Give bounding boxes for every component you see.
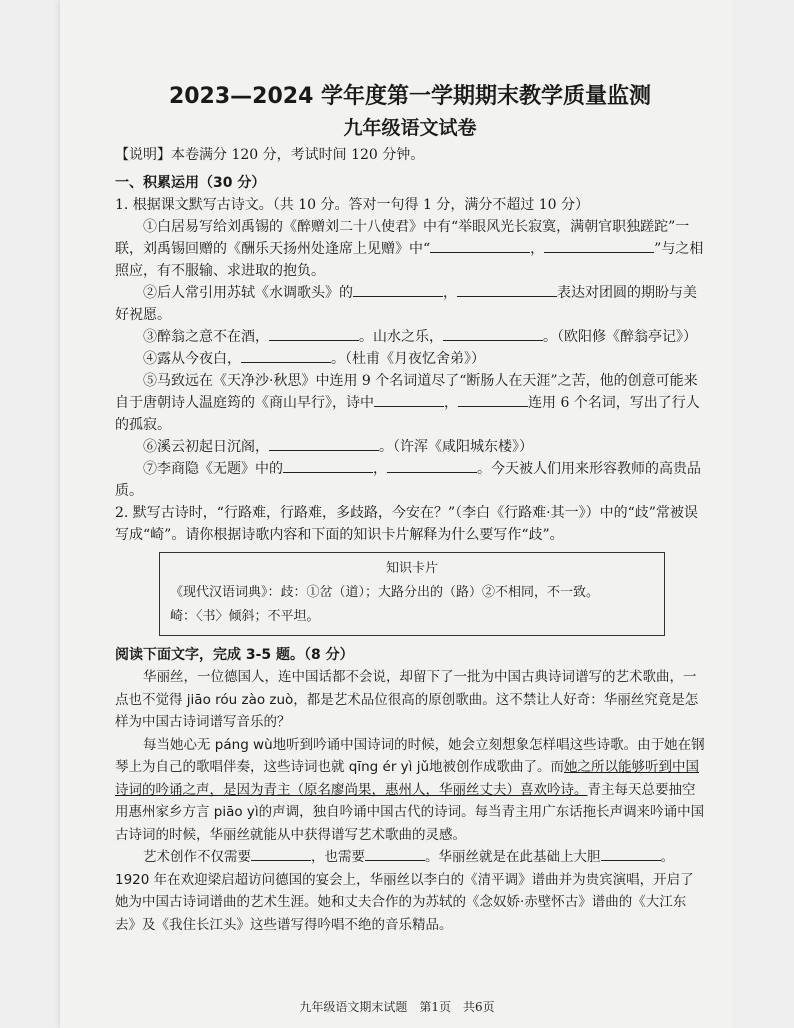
q1-item2: ②后人常引用苏轼《水调歌头》的 ， 表达对团圆的期盼与美好祝愿。 [115, 282, 705, 326]
q1-item3-text-a: ③醉翁之意不在酒， [143, 329, 269, 345]
q1-item7-text-a: ⑦李商隐《无题》中的 [143, 461, 283, 477]
answer-blank[interactable] [365, 846, 425, 861]
reading-paragraph-4: 1920 年在欢迎梁启超访问德国的宴会上，华丽丝以李白的《清平调》谱曲并为贵宾演唱，开启了她为中国古诗词谱曲的艺术生涯。她和丈夫合作的为苏轼的《念奴娇·赤壁怀古》谱曲的《大江东去》及《我住长江头》这些谱写得吟唱不绝的音乐精品。 [115, 871, 694, 933]
knowledge-card [159, 552, 665, 636]
reading-paragraph-2 [115, 734, 705, 847]
q1-item3-text-c: 。（欧阳修《醉翁亭记》） [543, 329, 697, 345]
answer-blank[interactable] [269, 436, 379, 451]
knowledge-card-title: 知识卡片 [385, 561, 438, 576]
answer-blank[interactable] [457, 282, 557, 297]
q1-item1: ①白居易写给刘禹锡的《醉赠刘二十八使君》中有“举眼风光长寂寞，满朝官职独蹉跎”一联，刘禹锡回赠的《酬乐天扬州处逢席上见赠》中“ ， ”与之相照应，有不服输、求进取的抱负。 [115, 219, 704, 279]
answer-blank[interactable] [241, 348, 331, 363]
answer-blank[interactable] [353, 282, 443, 297]
q1-item1-text-a: ①白居易写给刘禹锡的《醉赠刘二十八使君》中有“举眼风光长寂寞，满朝官职独蹉跎”一联，刘禹锡回赠的《酬乐天扬州处逢席上见赠》中“ [115, 219, 690, 257]
q1-item3-text-b: 。山水之乐， [359, 329, 443, 345]
q1-item4-text-b: 。（杜甫《月夜忆舍弟》） [331, 351, 485, 367]
knowledge-card-line: 《现代汉语词典》：歧：①岔（道）；大路分出的（路）②不相同，不一致。 [170, 585, 600, 600]
q1-item7: ⑦李商隐《无题》中的 ， 。今天被人们用来形容教师的高贵品质。 [115, 458, 705, 502]
page-subtitle: 九年级语文试卷 [343, 117, 477, 139]
reading-paragraph-3: 艺术创作不仅需要 ，也需要 。华丽丝就是在此基础上大胆 。 [115, 846, 705, 869]
q1-item2-text-a: ②后人常引用苏轼《水调歌头》的 [143, 285, 353, 301]
q1-item5-text-a: ⑤马致远在《天净沙·秋思》中连用 9 个名词道尽了“断肠人在天涯”之苦，他的创意可能来自于唐朝诗人温庭筠的《商山早行》，诗中 [115, 373, 698, 411]
answer-blank[interactable] [374, 392, 444, 407]
exam-note: 【说明】本卷满分 120 分，考试时间 120 分钟。 [115, 147, 425, 163]
q1-item7-text-b: 。今天被人们用来形容教师的高贵品质。 [115, 461, 701, 499]
q1-item4-text-a: ④露从今夜白， [143, 351, 241, 367]
reading-p2-text-b: 青主每天总要抽空用惠州家乡方言 piāo yì的声调，独自吟诵中国古代的诗词。每当青主用广东话拖长声调来吟诵中国古诗词的时候，华丽丝就能从中获得谱写艺术歌曲的灵感。 [115, 781, 705, 843]
q1-item1-text-b: ”与之相照应，有不服输、求进取的抱负。 [115, 241, 704, 279]
underlined-sentence: 她之所以能够听到中国诗词的吟诵之声，是因为青主（原名廖尚果，惠州人，华丽丝丈夫）喜欢吟诗。 [115, 759, 700, 798]
knowledge-card-line: 崎：〈书〉倾斜；不平坦。 [170, 609, 320, 624]
page-title: 2023—2024 学年度第一学期期末教学质量监测 [168, 84, 652, 109]
answer-blank[interactable] [601, 846, 661, 861]
answer-blank[interactable] [430, 238, 530, 253]
left-margin [0, 0, 60, 1028]
answer-blank[interactable] [269, 326, 359, 341]
reading-p3-text-a: 艺术创作不仅需要 [143, 849, 251, 865]
answer-blank[interactable] [544, 238, 654, 253]
q2-stem: 2. 默写古诗时，“行路难，行路难，多歧路，今安在？”（李白《行路难·其一》）中的“歧”常被误写成“崎”。请你根据诗歌内容和下面的知识卡片解释为什么要写作“歧”。 [115, 505, 698, 543]
answer-blank[interactable] [443, 326, 543, 341]
q1-item4 [115, 348, 705, 370]
reading-p2-text-a: 每当她心无 páng wù地听到吟诵中国诗词的时候，她会立刻想象怎样唱这些诗歌。由于她在钢琴上为自己的歌唱伴奏，这些诗词也就 qīng ér yì jǔ地被创作成歌曲了。而 [115, 736, 705, 775]
q1-item6 [115, 436, 705, 458]
q1-item6-text-a: ⑥溪云初起日沉阁， [143, 439, 269, 455]
exam-content [115, 72, 705, 936]
reading-heading: 阅读下面文字，完成 3-5 题。（8 分） [115, 647, 354, 663]
q1-item5: ⑤马致远在《天净沙·秋思》中连用 9 个名词道尽了“断肠人在天涯”之苦，他的创意可能来自于唐朝诗人温庭筠的《商山早行》，诗中 ， 连用 6 个名词，写出了行人的孤寂。 [115, 373, 700, 433]
right-margin [732, 0, 794, 1028]
answer-blank[interactable] [458, 392, 528, 407]
section1-heading: 一、积累运用（30 分） [115, 175, 266, 191]
reading-p3-text-c: 。华丽丝就是在此基础上大胆 [425, 849, 601, 865]
answer-blank[interactable] [387, 458, 477, 473]
answer-blank[interactable] [251, 846, 311, 861]
reading-p3-text-b: ，也需要 [311, 849, 365, 865]
q1-item6-text-b: 。（许浑《咸阳城东楼》） [379, 439, 533, 455]
q1-item2-text-b: 表达对团圆的期盼与美好祝愿。 [115, 285, 697, 323]
q1-stem: 1. 根据课文默写古诗文。（共 10 分。答对一句得 1 分，满分不超过 10 分） [115, 197, 590, 213]
reading-paragraph-1: 华丽丝，一位德国人，连中国话都不会说，却留下了一批为中国古典诗词谱写的艺术歌曲，一点也不觉得 jiāo róu zào zuò，都是艺术品位很高的原创歌曲。这不禁让人好奇：华丽丝究竟是怎样为中国古诗词谱写音乐的？ [115, 669, 699, 730]
q1-item5-text-b: 连用 6 个名词，写出了行人的孤寂。 [115, 395, 700, 433]
page-footer: 九年级语文期末试题 第1页 共6页 [299, 1000, 495, 1014]
answer-blank[interactable] [283, 458, 373, 473]
q1-item3 [115, 326, 705, 348]
